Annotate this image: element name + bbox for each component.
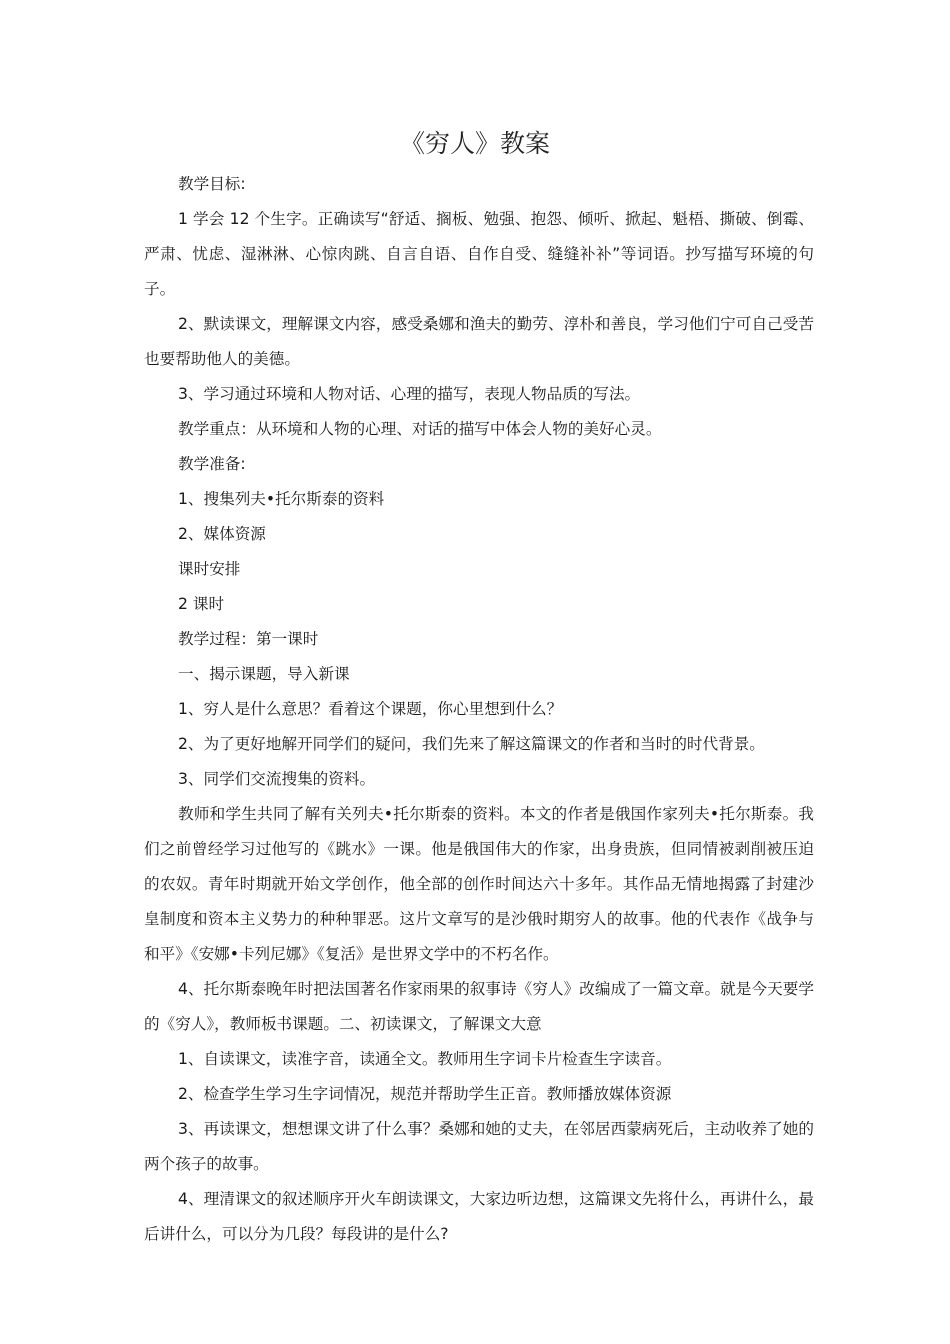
document-body xyxy=(144,167,814,1252)
document-title: 《穷人》教案 xyxy=(399,129,550,158)
paragraph-schedule-value: 2 课时 xyxy=(178,595,225,613)
paragraph-schedule-heading: 课时安排 xyxy=(178,560,241,578)
paragraph-process-heading: 教学过程：第一课时 xyxy=(178,630,319,648)
paragraph-step-3: 3、同学们交流搜集的资料。 xyxy=(178,770,376,788)
paragraph-preparation-2: 2、媒体资源 xyxy=(178,525,266,543)
paragraph-author-background: 教师和学生共同了解有关列夫•托尔斯泰的资料。本文的作者是俄国作家列夫•托尔斯泰。我们之前曾经学习过他写的《跳水》一课。他是俄国伟大的作家，出身贵族，但同情被剥削被压迫的农奴。青年时期就开始文学创作，他全部的创作时间达六十多年。其作品无情地揭露了封建沙皇制度和资本主义势力的种种罪恶。这片文章写的是沙俄时期穷人的故事。他的代表作《战争与和平》《安娜•卡列尼娜》《复活》是世界文学中的不朽名作。 xyxy=(144,805,814,963)
paragraph-reading-3: 3、再读课文，想想课文讲了什么事？桑娜和她的丈夫，在邻居西蒙病死后，主动收养了她的两个孩子的故事。 xyxy=(144,1120,814,1173)
paragraph-objectives-heading: 教学目标: xyxy=(178,175,246,193)
paragraph-objective-1: 1 学会 12 个生字。正确读写“舒适、搁板、勉强、抱怨、倾听、掀起、魁梧、撕破、倒霉、严肃、忧虑、湿淋淋、心惊肉跳、自言自语、自作自受、缝缝补补”等词语。抄写描写环境的句子。 xyxy=(144,210,814,298)
paragraph-preparation-1: 1、搜集列夫•托尔斯泰的资料 xyxy=(178,490,385,508)
paragraph-step-1: 1、穷人是什么意思？看着这个课题，你心里想到什么？ xyxy=(178,700,563,718)
paragraph-preparation-heading: 教学准备: xyxy=(178,455,246,473)
paragraph-reading-2: 2、检查学生学习生字词情况，规范并帮助学生正音。教师播放媒体资源 xyxy=(178,1085,672,1103)
paragraph-key-points: 教学重点：从环境和人物的心理、对话的描写中体会人物的美好心灵。 xyxy=(178,420,662,438)
paragraph-section-1-heading: 一、揭示课题，导入新课 xyxy=(178,665,350,683)
paragraph-objective-2: 2、默读课文，理解课文内容，感受桑娜和渔夫的勤劳、淳朴和善良，学习他们宁可自己受苦也要帮助他人的美德。 xyxy=(144,315,814,368)
paragraph-step-4: 4、托尔斯泰晚年时把法国著名作家雨果的叙事诗《穷人》改编成了一篇文章。就是今天要学的《穷人》，教师板书课题。二、初读课文，了解课文大意 xyxy=(144,980,814,1033)
paragraph-objective-3: 3、学习通过环境和人物对话、心理的描写，表现人物品质的写法。 xyxy=(178,385,641,403)
paragraph-reading-4: 4、理清课文的叙述顺序开火车朗读课文，大家边听边想，这篇课文先将什么，再讲什么，最后讲什么，可以分为几段？每段讲的是什么? xyxy=(144,1190,814,1243)
paragraph-step-2: 2、为了更好地解开同学们的疑问，我们先来了解这篇课文的作者和当时的时代背景。 xyxy=(178,735,765,753)
paragraph-reading-1: 1、自读课文，读准字音，读通全文。教师用生字词卡片检查生字读音。 xyxy=(178,1050,672,1068)
